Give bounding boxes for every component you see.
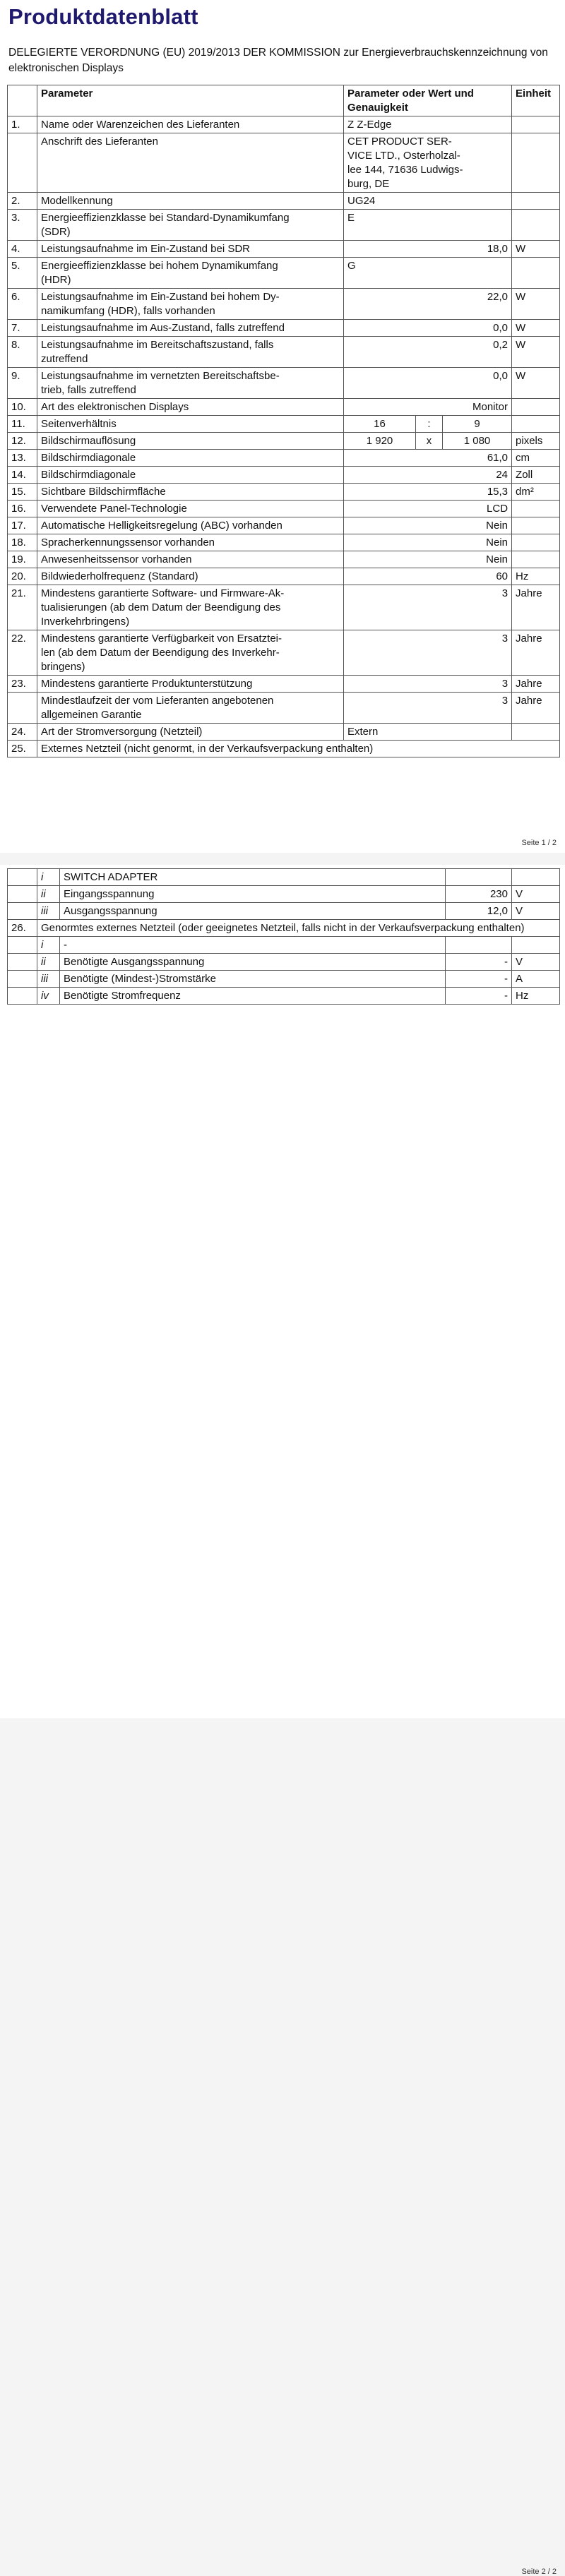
- row-label: Benötigte Ausgangsspannung: [60, 954, 446, 971]
- row-number: 19.: [8, 551, 37, 568]
- row-number: 11.: [8, 416, 37, 433]
- regulation-subtitle: DELEGIERTE VERORDNUNG (EU) 2019/2013 DER KOMMISSION zur Energieverbrauchskennzeichnung von elektronischen Displays: [8, 47, 548, 74]
- row-unit: V: [512, 903, 560, 920]
- page-number: Seite 2 / 2: [521, 2568, 557, 2576]
- table-row: [8, 133, 560, 193]
- row-parameter: Genormtes externes Netzteil (oder geeignetes Netzteil, falls nicht in der Verkaufsverpackung enthalten): [37, 920, 560, 937]
- row-parameter: Leistungsaufnahme im vernetzten Bereitschaftsbe- trieb, falls zutreffend: [37, 368, 344, 399]
- table-row: [8, 399, 560, 416]
- row-value-second: 9: [443, 416, 512, 433]
- row-number: 9.: [8, 368, 37, 399]
- row-number: 20.: [8, 568, 37, 585]
- table-row: [8, 869, 560, 886]
- row-parameter: Leistungsaufnahme im Ein-Zustand bei SDR: [37, 241, 344, 258]
- row-unit: Jahre: [512, 630, 560, 676]
- row-unit: Jahre: [512, 585, 560, 630]
- row-parameter: Name oder Warenzeichen des Lieferanten: [37, 116, 344, 133]
- row-unit: pixels: [512, 433, 560, 450]
- row-number: 26.: [8, 920, 37, 937]
- row-parameter: Anwesenheitssensor vorhanden: [37, 551, 344, 568]
- row-value: [446, 869, 512, 886]
- row-unit: [512, 724, 560, 741]
- table-row: [8, 450, 560, 467]
- row-number: [8, 886, 37, 903]
- row-parameter: Leistungsaufnahme im Aus-Zustand, falls zutreffend: [37, 320, 344, 337]
- row-number: 17.: [8, 517, 37, 534]
- row-value: 3: [344, 630, 512, 676]
- row-parameter: Leistungsaufnahme im Ein-Zustand bei hohem Dy- namikumfang (HDR), falls vorhanden: [37, 289, 344, 320]
- row-number: [8, 133, 37, 193]
- row-parameter: Bildschirmdiagonale: [37, 450, 344, 467]
- row-number: [8, 903, 37, 920]
- table-row: [8, 585, 560, 630]
- row-parameter: Mindestlaufzeit der vom Lieferanten angebotenen allgemeinen Garantie: [37, 693, 344, 724]
- product-data-table: [7, 85, 560, 757]
- table-row: [8, 289, 560, 320]
- row-parameter: Energieeffizienzklasse bei Standard-Dynamikumfang (SDR): [37, 210, 344, 241]
- row-value: 0,0: [344, 320, 512, 337]
- table-row: [8, 568, 560, 585]
- table-row: [8, 433, 560, 450]
- row-number: [8, 693, 37, 724]
- row-parameter: Mindestens garantierte Verfügbarkeit von Ersatztei- len (ab dem Datum der Beendigung des Inverkehr- bringens): [37, 630, 344, 676]
- row-value-separator: :: [416, 416, 443, 433]
- table-row: [8, 724, 560, 741]
- row-parameter: Mindestens garantierte Produktunterstützung: [37, 676, 344, 693]
- row-value-first: 16: [344, 416, 416, 433]
- row-unit: Jahre: [512, 693, 560, 724]
- table-row: [8, 971, 560, 988]
- row-value: -: [446, 971, 512, 988]
- row-value: Monitor: [344, 399, 512, 416]
- row-number: 3.: [8, 210, 37, 241]
- power-supply-table: [7, 868, 560, 1005]
- document-title: Produktdatenblatt: [8, 4, 198, 29]
- row-value: LCD: [344, 501, 512, 517]
- row-value: -: [446, 988, 512, 1005]
- table-row: [8, 988, 560, 1005]
- table-row: [8, 676, 560, 693]
- row-unit: [512, 116, 560, 133]
- row-parameter: Verwendete Panel-Technologie: [37, 501, 344, 517]
- row-unit: [512, 210, 560, 241]
- row-label: Ausgangsspannung: [60, 903, 446, 920]
- row-sub-index: iii: [37, 971, 60, 988]
- row-value-second: 1 080: [443, 433, 512, 450]
- row-unit: [512, 517, 560, 534]
- row-label: -: [60, 937, 446, 954]
- table-header-row: [8, 85, 560, 116]
- power-supply-rows: [8, 869, 560, 1005]
- table-row: [8, 693, 560, 724]
- row-value: 22,0: [344, 289, 512, 320]
- header-unit: Einheit: [512, 85, 560, 116]
- row-unit: dm²: [512, 484, 560, 501]
- row-parameter: Bildschirmauflösung: [37, 433, 344, 450]
- row-value: 61,0: [344, 450, 512, 467]
- page-1: [0, 0, 565, 853]
- row-unit: [512, 133, 560, 193]
- row-value: 24: [344, 467, 512, 484]
- row-label: Benötigte (Mindest-)Stromstärke: [60, 971, 446, 988]
- row-parameter: Anschrift des Lieferanten: [37, 133, 344, 193]
- row-sub-index: i: [37, 869, 60, 886]
- row-value: 230: [446, 886, 512, 903]
- row-unit: W: [512, 289, 560, 320]
- row-unit: Hz: [512, 568, 560, 585]
- row-parameter: Spracherkennungssensor vorhanden: [37, 534, 344, 551]
- row-number: 2.: [8, 193, 37, 210]
- row-value: Nein: [344, 551, 512, 568]
- table-row: [8, 116, 560, 133]
- table-row: [8, 551, 560, 568]
- table-row: [8, 920, 560, 937]
- row-unit: A: [512, 971, 560, 988]
- table-row: [8, 954, 560, 971]
- row-label: Eingangsspannung: [60, 886, 446, 903]
- table-row: [8, 320, 560, 337]
- row-value: 0,0: [344, 368, 512, 399]
- table-row: [8, 630, 560, 676]
- row-value: 3: [344, 693, 512, 724]
- row-number: 13.: [8, 450, 37, 467]
- row-parameter: Externes Netzteil (nicht genormt, in der Verkaufsverpackung enthalten): [37, 741, 560, 757]
- row-number: [8, 971, 37, 988]
- table-row: [8, 534, 560, 551]
- row-value: Nein: [344, 534, 512, 551]
- row-number: [8, 954, 37, 971]
- row-unit: [512, 534, 560, 551]
- table-row: [8, 337, 560, 368]
- row-value: UG24: [344, 193, 512, 210]
- row-value-separator: x: [416, 433, 443, 450]
- row-value: 0,2: [344, 337, 512, 368]
- row-unit: Hz: [512, 988, 560, 1005]
- row-number: 10.: [8, 399, 37, 416]
- row-value: [446, 937, 512, 954]
- row-value: -: [446, 954, 512, 971]
- header-parameter: Parameter: [37, 85, 344, 116]
- row-unit: cm: [512, 450, 560, 467]
- row-parameter: Bildwiederholfrequenz (Standard): [37, 568, 344, 585]
- row-value: 3: [344, 676, 512, 693]
- row-unit: [512, 501, 560, 517]
- row-number: 22.: [8, 630, 37, 676]
- row-number: 6.: [8, 289, 37, 320]
- row-value: Extern: [344, 724, 512, 741]
- row-number: 14.: [8, 467, 37, 484]
- page-number: Seite 1 / 2: [521, 839, 557, 847]
- row-value: 3: [344, 585, 512, 630]
- row-number: 4.: [8, 241, 37, 258]
- row-unit: V: [512, 954, 560, 971]
- table-row: [8, 501, 560, 517]
- row-sub-index: ii: [37, 954, 60, 971]
- row-number: 1.: [8, 116, 37, 133]
- row-number: 25.: [8, 741, 37, 757]
- row-unit: W: [512, 241, 560, 258]
- row-unit: [512, 416, 560, 433]
- row-unit: W: [512, 320, 560, 337]
- row-number: 24.: [8, 724, 37, 741]
- row-label: Benötigte Stromfrequenz: [60, 988, 446, 1005]
- row-value: 18,0: [344, 241, 512, 258]
- row-number: [8, 988, 37, 1005]
- row-unit: [512, 551, 560, 568]
- row-number: 12.: [8, 433, 37, 450]
- row-parameter: Modellkennung: [37, 193, 344, 210]
- row-parameter: Leistungsaufnahme im Bereitschaftszustand, falls zutreffend: [37, 337, 344, 368]
- row-number: 15.: [8, 484, 37, 501]
- row-parameter: Bildschirmdiagonale: [37, 467, 344, 484]
- row-value: 12,0: [446, 903, 512, 920]
- row-number: 21.: [8, 585, 37, 630]
- row-parameter: Seitenverhältnis: [37, 416, 344, 433]
- row-sub-index: iv: [37, 988, 60, 1005]
- table-row: [8, 903, 560, 920]
- row-number: 23.: [8, 676, 37, 693]
- table-row: [8, 484, 560, 501]
- row-number: [8, 869, 37, 886]
- row-sub-index: iii: [37, 903, 60, 920]
- row-unit: [512, 193, 560, 210]
- row-number: 8.: [8, 337, 37, 368]
- table-row: [8, 517, 560, 534]
- table-row: [8, 241, 560, 258]
- row-value: 15,3: [344, 484, 512, 501]
- table-row: [8, 210, 560, 241]
- product-data-rows: [8, 85, 560, 757]
- header-number-cell: [8, 85, 37, 116]
- row-value: Nein: [344, 517, 512, 534]
- table-row: [8, 886, 560, 903]
- row-number: 5.: [8, 258, 37, 289]
- row-sub-index: i: [37, 937, 60, 954]
- row-unit: [512, 399, 560, 416]
- row-parameter: Sichtbare Bildschirmfläche: [37, 484, 344, 501]
- row-value: G: [344, 258, 512, 289]
- table-row: [8, 741, 560, 757]
- row-sub-index: ii: [37, 886, 60, 903]
- row-value: 60: [344, 568, 512, 585]
- row-parameter: Art der Stromversorgung (Netzteil): [37, 724, 344, 741]
- row-number: 16.: [8, 501, 37, 517]
- table-row: [8, 467, 560, 484]
- table-row: [8, 258, 560, 289]
- header-value: Parameter oder Wert und Genauigkeit: [344, 85, 512, 116]
- row-value: E: [344, 210, 512, 241]
- table-row: [8, 416, 560, 433]
- row-unit: V: [512, 886, 560, 903]
- table-row: [8, 368, 560, 399]
- row-number: 18.: [8, 534, 37, 551]
- row-parameter: Mindestens garantierte Software- und Firmware-Ak- tualisierungen (ab dem Datum der Beendigung des Inverkehrbringens): [37, 585, 344, 630]
- row-unit: [512, 258, 560, 289]
- row-value: Z Z-Edge: [344, 116, 512, 133]
- table-row: [8, 193, 560, 210]
- row-unit: W: [512, 337, 560, 368]
- table-row: [8, 937, 560, 954]
- row-unit: Jahre: [512, 676, 560, 693]
- row-number: 7.: [8, 320, 37, 337]
- row-unit: [512, 869, 560, 886]
- row-value: CET PRODUCT SER- VICE LTD., Osterholzal- lee 144, 71636 Ludwigs- burg, DE: [344, 133, 512, 193]
- row-unit: Zoll: [512, 467, 560, 484]
- row-value-first: 1 920: [344, 433, 416, 450]
- row-number: [8, 937, 37, 954]
- row-unit: [512, 937, 560, 954]
- row-label: SWITCH ADAPTER: [60, 869, 446, 886]
- row-parameter: Art des elektronischen Displays: [37, 399, 344, 416]
- row-parameter: Energieeffizienzklasse bei hohem Dynamikumfang (HDR): [37, 258, 344, 289]
- row-unit: W: [512, 368, 560, 399]
- row-parameter: Automatische Helligkeitsregelung (ABC) vorhanden: [37, 517, 344, 534]
